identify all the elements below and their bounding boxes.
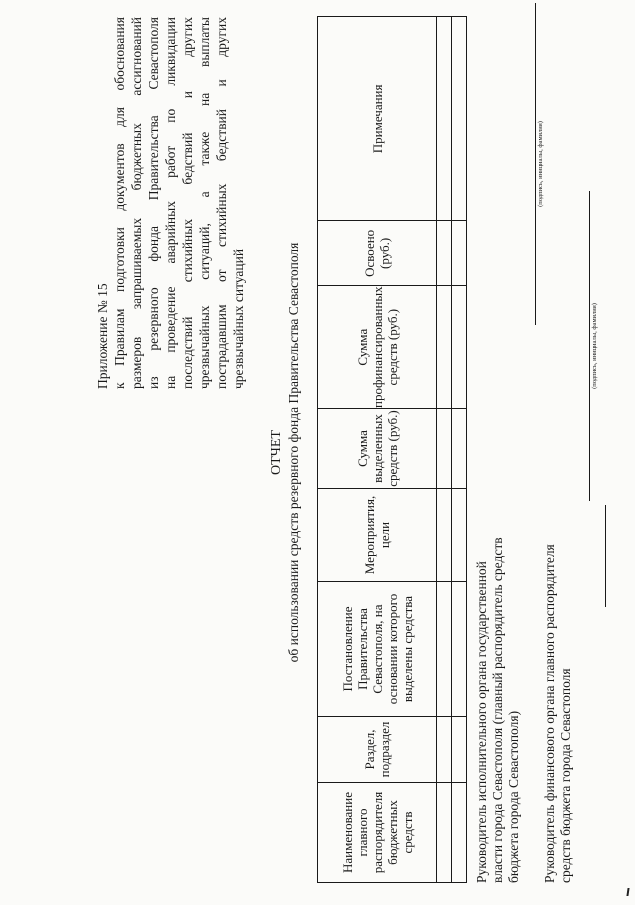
table-cell bbox=[452, 409, 467, 489]
column-header-used: Освоено (руб.) bbox=[318, 221, 437, 286]
report-subtitle: об использовании средств резервного фонда Правительства Севастополя bbox=[286, 242, 301, 663]
appendix-line: пострадавшим от стихийных бедствий и других bbox=[214, 17, 229, 389]
report-heading bbox=[268, 0, 302, 905]
appendix-line: чрезвычайных ситуаций, а также на выплаты bbox=[197, 17, 212, 389]
appendix-line: размеров запрашиваемых бюджетных ассигнований bbox=[129, 17, 144, 389]
table-cell bbox=[452, 717, 467, 783]
report-table bbox=[317, 16, 467, 883]
executive-signature-label: Руководитель исполнительного органа государственной власти города Севастополя (главный распорядитель средств бюджета города Севастополя) bbox=[474, 537, 521, 883]
appendix-title: Приложение № 15 bbox=[95, 283, 110, 389]
table-cell bbox=[452, 783, 467, 883]
column-header-allocated: Сумма выделенных средств (руб.) bbox=[318, 409, 437, 489]
appendix-line: к Правилам подготовки документов для обоснования bbox=[112, 17, 127, 389]
table-cell bbox=[452, 286, 467, 409]
table-row bbox=[437, 17, 452, 883]
table-cell bbox=[437, 286, 452, 409]
column-header-notes: Примечания bbox=[318, 17, 437, 221]
executive-signature-caption: (подпись, инициалы, фамилия) bbox=[537, 121, 544, 207]
table-cell bbox=[452, 17, 467, 221]
column-header-financed: Сумма профинансированных средств (руб.) bbox=[318, 286, 437, 409]
column-header-recipient: Наименование главного распорядителя бюджетных средств bbox=[318, 783, 437, 883]
column-header-section: Раздел, подраздел bbox=[318, 717, 437, 783]
financial-signature-line bbox=[589, 191, 590, 501]
executive-signature-line bbox=[535, 3, 536, 325]
column-header-activities: Мероприятия, цели bbox=[318, 489, 437, 582]
appendix-line: последствий стихийных бедствий и других bbox=[180, 17, 195, 389]
financial-signature-caption: (подпись, инициалы, фамилия) bbox=[591, 303, 598, 389]
financial-signature-line-short bbox=[605, 505, 606, 607]
table-cell bbox=[437, 409, 452, 489]
table-cell bbox=[452, 221, 467, 286]
table-header-row bbox=[318, 17, 437, 883]
column-header-resolution: Постановление Правительства Севастополя, на основании которого выделены средства bbox=[318, 582, 437, 717]
table-cell bbox=[452, 489, 467, 582]
table-cell bbox=[452, 582, 467, 717]
appendix-header bbox=[94, 17, 247, 389]
table-cell bbox=[437, 17, 452, 221]
table-cell bbox=[437, 783, 452, 883]
financial-signature-label: Руководитель финансового органа главного распорядителя средств бюджета города Севастополя bbox=[542, 544, 573, 883]
appendix-line: на проведение аварийных работ по ликвидации bbox=[163, 17, 178, 389]
appendix-line: из резервного фонда Правительства Севастополя bbox=[146, 17, 161, 389]
table-cell bbox=[437, 717, 452, 783]
appendix-line: чрезвычайных ситуаций bbox=[231, 248, 246, 389]
table-cell bbox=[437, 489, 452, 582]
table-row bbox=[452, 17, 467, 883]
table-cell bbox=[437, 221, 452, 286]
table-cell bbox=[437, 582, 452, 717]
report-title: ОТЧЕТ bbox=[269, 430, 284, 475]
